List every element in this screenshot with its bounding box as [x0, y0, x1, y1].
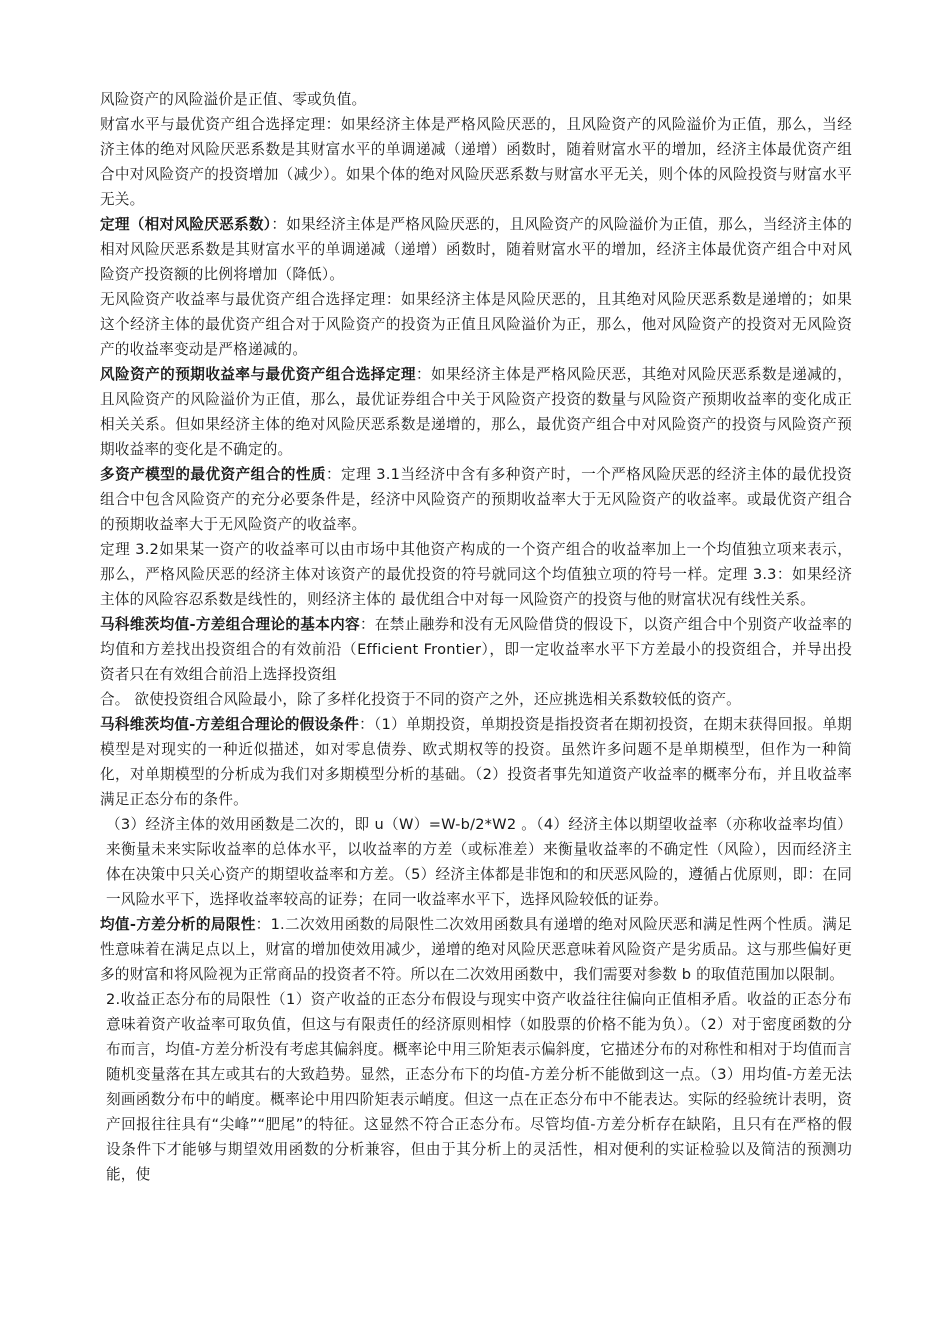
paragraph-text: ：定理 3.1当经济中含有多种资产时，一个严格风险厌恶的经济主体的最优投资组合中包含风险资产的充分必要条件是，经济中风险资产的预期收益率大于无风险资产的收益率。或最优资产组合的预期收益率大于无风险资产的收益率。	[100, 466, 852, 533]
paragraph	[100, 212, 852, 287]
paragraph	[100, 987, 852, 1187]
paragraph-lead: 风险资产的预期收益率与最优资产组合选择定理	[100, 366, 416, 383]
paragraph-lead: 多资产模型的最优资产组合的性质	[100, 466, 326, 483]
paragraph-lead: 定理（相对风险厌恶系数）	[100, 216, 272, 233]
paragraph-lead: 均值-方差分析的局限性	[100, 916, 256, 933]
paragraph-text: （3）经济主体的效用函数是二次的，即 u（W）=W-b/2*W2 。（4）经济主体以期望收益率（亦称收益率均值）来衡量未来实际收益率的总体水平，以收益率的方差（或标准差）来衡量收益率的不确定性（风险），因而经济主体在决策中只关心资产的期望收益率和方差。（5）经济主体都是非饱和的和厌恶风险的，遵循占优原则，即：在同一风险水平下，选择收益率较高的证券；在同一收益率水平下，选择风险较低的证券。	[106, 816, 852, 908]
paragraph	[100, 612, 852, 687]
paragraph-text: ：如果经济主体是严格风险厌恶，其绝对风险厌恶系数是递减的，且风险资产的风险溢价为正值，那么，最优证券组合中关于风险资产投资的数量与风险资产预期收益率的变化成正相关关系。但如果经济主体的绝对风险厌恶系数是递增的，那么，最优资产组合中对风险资产的投资与风险资产预期收益率的变化是不确定的。	[100, 366, 853, 458]
paragraph	[100, 912, 852, 987]
paragraph	[100, 812, 852, 912]
paragraph-text: 定理 3.2如果某一资产的收益率可以由市场中其他资产构成的一个资产组合的收益率加上一个均值独立项来表示，那么，严格风险厌恶的经济主体对该资产的最优投资的符号就同这个均值独立项的符号一样。定理 3.3：如果经济主体的风险容忍系数是线性的，则经济主体的 最优组合中对每一风险资产的投资与他的财富状况有线性关系。	[100, 541, 852, 608]
paragraph	[100, 462, 852, 537]
paragraph	[100, 362, 852, 462]
paragraph-text: ：如果经济主体是严格风险厌恶的，且风险资产的风险溢价为正值，那么，当经济主体的相对风险厌恶系数是其财富水平的单调递减（递增）函数时，随着财富水平的增加，经济主体最优资产组合中对风险资产投资额的比例将增加（降低）。	[100, 216, 852, 283]
paragraph-text: 财富水平与最优资产组合选择定理：如果经济主体是严格风险厌恶的，且风险资产的风险溢价为正值，那么，当经济主体的绝对风险厌恶系数是其财富水平的单调递减（递增）函数时，随着财富水平的增加，经济主体最优资产组合中对风险资产的投资增加（减少）。如果个体的绝对风险厌恶系数与财富水平无关，则个体的风险投资与财富水平无关。	[100, 116, 852, 208]
paragraph-text: 合。 欲使投资组合风险最小，除了多样化投资于不同的资产之外，还应挑选相关系数较低的资产。	[100, 691, 741, 708]
paragraph	[100, 112, 852, 212]
document-page	[100, 87, 852, 1187]
paragraph-text: ：（1）单期投资，单期投资是指投资者在期初投资，在期末获得回报。单期模型是对现实的一种近似描述，如对零息债券、欧式期权等的投资。虽然许多问题不是单期模型，但作为一种简化，对单期模型的分析成为我们对多期模型分析的基础。（2）投资者事先知道资产收益率的概率分布，并且收益率满足正态分布的条件。	[100, 716, 852, 808]
paragraph	[100, 687, 852, 712]
paragraph-text: 风险资产的风险溢价是正值、零或负值。	[100, 91, 367, 108]
paragraph	[100, 537, 852, 612]
paragraph-text: 无风险资产收益率与最优资产组合选择定理：如果经济主体是风险厌恶的，且其绝对风险厌恶系数是递增的；如果这个经济主体的最优资产组合对于风险资产的投资为正值且风险溢价为正，那么，他对风险资产的投资对无风险资产的收益率变动是严格递减的。	[100, 291, 852, 358]
paragraph-lead: 马科维茨均值-方差组合理论的基本内容	[100, 616, 360, 633]
paragraph	[100, 287, 852, 362]
paragraph	[100, 87, 852, 112]
paragraph-lead: 马科维茨均值-方差组合理论的假设条件	[100, 716, 360, 733]
paragraph-text: 2.收益正态分布的局限性（1）资产收益的正态分布假设与现实中资产收益往往偏向正值相矛盾。收益的正态分布意味着资产收益率可取负值，但这与有限责任的经济原则相悖（如股票的价格不能为负）。（2）对于密度函数的分布而言，均值-方差分析没有考虑其偏斜度。概率论中用三阶矩表示偏斜度，它描述分布的对称性和相对于均值而言随机变量落在其左或其右的大致趋势。显然，正态分布下的均值-方差分析不能做到这一点。（3）用均值-方差无法刻画函数分布中的峭度。概率论中用四阶矩表示峭度。但这一点在正态分布中不能表达。实际的经验统计表明，资产回报往往具有“尖峰”“肥尾”的特征。这显然不符合正态分布。尽管均值-方差分析存在缺陷，且只有在严格的假设条件下才能够与期望效用函数的分析兼容，但由于其分析上的灵活性，相对便利的实证检验以及简洁的预测功能，使	[106, 991, 852, 1183]
paragraph-text: ：在禁止融券和没有无风险借贷的假设下，以资产组合中个别资产收益率的均值和方差找出投资组合的有效前沿（Efficient Frontier），即一定收益率水平下方差最小的投资组合，并导出投资者只在有效组合前沿上选择投资组	[100, 616, 852, 683]
paragraph-text: ：1.二次效用函数的局限性二次效用函数具有递增的绝对风险厌恶和满足性两个性质。满足性意味着在满足点以上，财富的增加使效用减少，递增的绝对风险厌恶意味着风险资产是劣质品。这与那些偏好更多的财富和将风险视为正常商品的投资者不符。所以在二次效用函数中，我们需要对参数 b 的取值范围加以限制。	[100, 916, 852, 983]
paragraph	[100, 712, 852, 812]
